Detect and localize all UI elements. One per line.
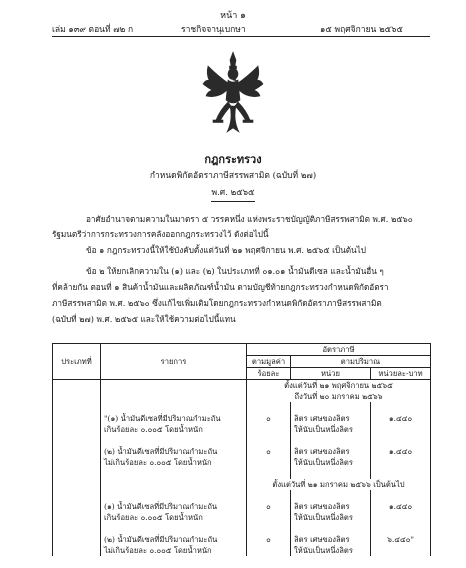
- row-rate: ๖.๔๔๐": [371, 534, 431, 545]
- row-unit-cont: ให้นับเป็นหนึ่งลิตร: [291, 424, 371, 435]
- period-2: ตั้งแต่วันที่ ๒๑ มกราคม ๒๕๖๖ เป็นต้นไป: [247, 479, 431, 490]
- table-row: [53, 446, 431, 457]
- row-unit: ลิตร เศษของลิตร: [291, 446, 371, 457]
- clause-1: ข้อ ๑ กฎกระทรวงนี้ให้ใช้บังคับตั้งแต่วันที่ ๒๑ พฤศจิกายน พ.ศ. ๒๕๖๕ เป็นต้นไป: [86, 245, 366, 255]
- header-item: รายการ: [101, 344, 247, 380]
- row-item: "(๑) น้ำมันดีเซลที่มีปริมาณกำมะถัน: [101, 413, 247, 424]
- header-divider: [52, 36, 430, 37]
- row-unit-cont: ให้นับเป็นหนึ่งลิตร: [291, 512, 371, 523]
- garuda-emblem-icon: [200, 50, 266, 136]
- row-rate: ๑.๔๔๐: [371, 413, 431, 424]
- period-1-start: ตั้งแต่วันที่ ๒๑ พฤศจิกายน ๒๕๖๕: [247, 380, 431, 392]
- table-row: [53, 413, 431, 424]
- header-category: ประเภทที่: [53, 344, 101, 380]
- header-ad-valorem-unit: ร้อยละ: [247, 368, 291, 380]
- row-item-cont: ไม่เกินร้อยละ ๐.๐๐๕ โดยน้ำหนัก: [101, 457, 247, 468]
- row-unit-cont: ให้นับเป็นหนึ่งลิตร: [291, 457, 371, 468]
- row-ad-valorem: ๐: [247, 501, 291, 512]
- document-title: กฎกระทรวง: [204, 153, 262, 166]
- row-item: (๒) น้ำมันดีเซลที่มีปริมาณกำมะถัน: [101, 446, 247, 457]
- page-number: หน้า ๑: [220, 11, 246, 21]
- clause-2-line-2: ที่คล้ายกัน ตอนที่ ๑ สินค้าน้ำมันและผลิตภัณฑ์น้ำมัน ตามบัญชีท้ายกฎกระทรวงกำหนดพิกัดอัตรา: [52, 282, 389, 292]
- header-specific: ตามปริมาณ: [291, 356, 431, 368]
- table-row: [53, 534, 431, 545]
- gazette-volume: เล่ม ๑๓๙ ตอนที่ ๗๒ ก: [52, 25, 134, 35]
- row-ad-valorem: ๐: [247, 446, 291, 457]
- row-item-cont: เกินร้อยละ ๐.๐๐๕ โดยน้ำหนัก: [101, 512, 247, 523]
- document-subtitle: กำหนดพิกัดอัตราภาษีสรรพสามิต (ฉบับที่ ๒๗): [149, 171, 317, 181]
- row-unit: ลิตร เศษของลิตร: [291, 501, 371, 512]
- row-ad-valorem: ๐: [247, 413, 291, 424]
- row-item: (๒) น้ำมันดีเซลที่มีปริมาณกำมะถัน: [101, 534, 247, 545]
- gazette-date: ๑๕ พฤศจิกายน ๒๕๖๕: [320, 25, 403, 35]
- tax-rate-table: [52, 343, 431, 556]
- period-1-end: ถึงวันที่ ๒๐ มกราคม ๒๕๖๖: [247, 391, 431, 402]
- preamble-line-1: อาศัยอำนาจตามความในมาตรา ๕ วรรคหนึ่ง แห่งพระราชบัญญัติภาษีสรรพสามิต พ.ศ. ๒๕๖๐: [86, 214, 413, 224]
- clause-2-line-1: ข้อ ๒ ให้ยกเลิกความใน (๑) และ (๒) ในประเภทที่ ๐๑.๐๑ น้ำมันดีเซล และน้ำมันอื่น ๆ: [86, 266, 384, 276]
- row-rate: ๑.๔๔๐: [371, 446, 431, 457]
- preamble-line-2: รัฐมนตรีว่าการกระทรวงการคลังออกกฎกระทรวงไว้ ดังต่อไปนี้: [52, 229, 269, 239]
- row-ad-valorem: ๐: [247, 534, 291, 545]
- row-item-cont: ไม่เกินร้อยละ ๐.๐๐๕ โดยน้ำหนัก: [101, 545, 247, 556]
- clause-2-line-3: ภาษีสรรพสามิต พ.ศ. ๒๕๖๐ ซึ่งแก้ไขเพิ่มเติมโดยกฎกระทรวงกำหนดพิกัดอัตราภาษีสรรพสามิต: [52, 298, 382, 308]
- title-underline: [211, 201, 255, 202]
- gazette-name: ราชกิจจานุเบกษา: [181, 25, 246, 35]
- row-rate: ๑.๔๔๐: [371, 501, 431, 512]
- header-unit: หน่วย: [291, 368, 371, 380]
- document-year: พ.ศ. ๒๕๖๕: [211, 188, 255, 198]
- table-row: [53, 501, 431, 512]
- clause-2-line-4: (ฉบับที่ ๒๗) พ.ศ. ๒๕๖๕ และให้ใช้ความต่อไปนี้แทน: [52, 314, 236, 324]
- header-baht-per-unit: หน่วยละ-บาท: [371, 368, 431, 380]
- row-unit-cont: ให้นับเป็นหนึ่งลิตร: [291, 545, 371, 556]
- row-item: (๑) น้ำมันดีเซลที่มีปริมาณกำมะถัน: [101, 501, 247, 512]
- row-unit: ลิตร เศษของลิตร: [291, 413, 371, 424]
- header-tax-rate: อัตราภาษี: [247, 344, 431, 356]
- row-unit: ลิตร เศษของลิตร: [291, 534, 371, 545]
- header-ad-valorem: ตามมูลค่า: [247, 356, 291, 368]
- row-item-cont: เกินร้อยละ ๐.๐๐๕ โดยน้ำหนัก: [101, 424, 247, 435]
